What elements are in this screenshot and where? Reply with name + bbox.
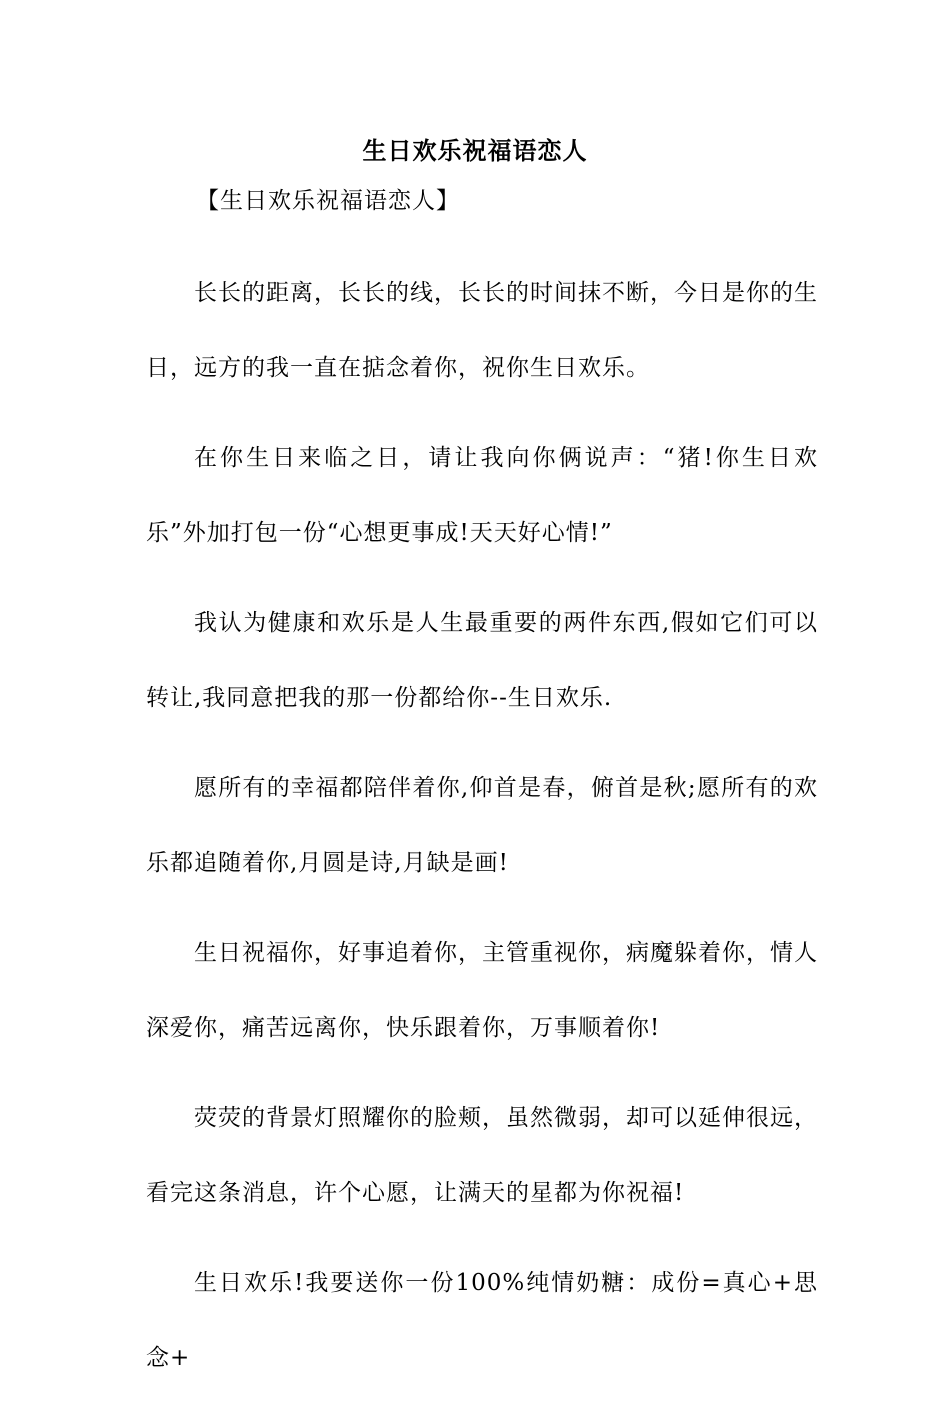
paragraph: 愿所有的幸福都陪伴着你,仰首是春，俯首是秋;愿所有的欢乐都追随着你,月圆是诗,月缺是画! [146, 775, 818, 876]
paragraph: 在你生日来临之日，请让我向你俩说声：“猪!你生日欢乐”外加打包一份“心想更事成!天天好心情!” [146, 445, 818, 546]
paragraph: 长长的距离，长长的线，长长的时间抹不断，今日是你的生日，远方的我一直在掂念着你，祝你生日欢乐。 [146, 280, 818, 381]
paragraph: 我认为健康和欢乐是人生最重要的两件东西,假如它们可以转让,我同意把我的那一份都给你--生日欢乐. [146, 610, 818, 711]
document-title: 生日欢乐祝福语恋人 [362, 136, 588, 165]
paragraph: 生日祝福你，好事追着你，主管重视你，病魔躲着你，情人深爱你，痛苦远离你，快乐跟着你，万事顺着你! [146, 940, 818, 1041]
document-subtitle: 【生日欢乐祝福语恋人】 [196, 188, 460, 214]
paragraph: 生日欢乐!我要送你一份100%纯情奶糖：成份=真心+思念+ [146, 1270, 818, 1371]
paragraph: 荧荧的背景灯照耀你的脸颊，虽然微弱，却可以延伸很远，看完这条消息，许个心愿，让满天的星都为你祝福! [146, 1105, 818, 1206]
document-body [146, 256, 818, 1411]
